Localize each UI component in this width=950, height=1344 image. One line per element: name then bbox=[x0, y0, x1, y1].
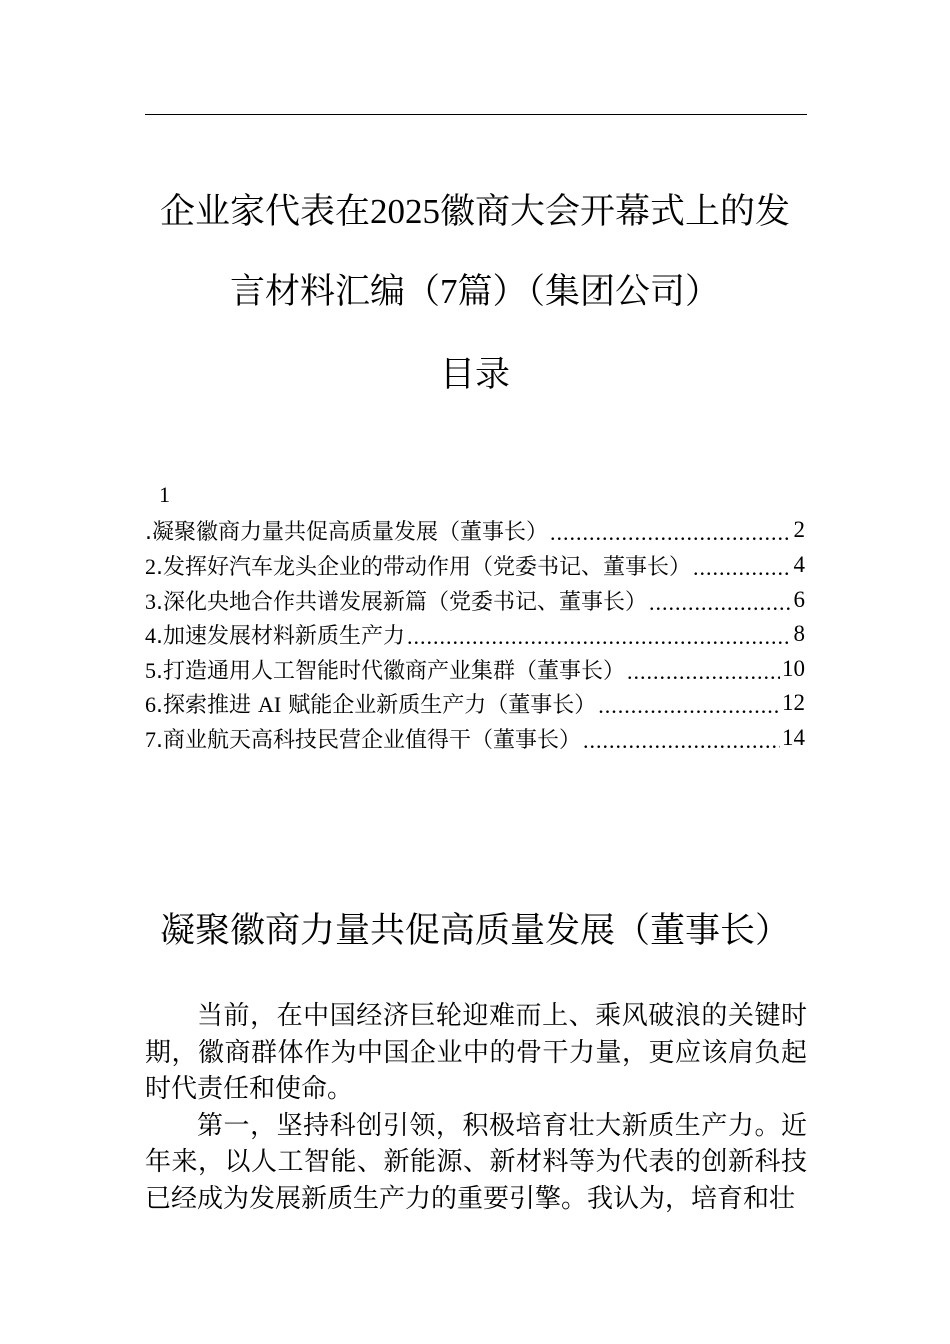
section-body bbox=[145, 998, 807, 1217]
toc-item-text: .加速发展材料新质生产力 bbox=[156, 623, 405, 649]
toc-leader-dots bbox=[627, 659, 780, 685]
section-title: 凝聚徽商力量共促高质量发展（董事长） bbox=[159, 911, 790, 951]
toc-item-text-ai: AI bbox=[258, 691, 282, 717]
toc-page-number: 10 bbox=[782, 656, 805, 681]
toc-item-text: .深化央地合作共谱发展新篇（党委书记、董事长） bbox=[156, 589, 647, 615]
toc-item-2[interactable] bbox=[145, 548, 805, 582]
toc-item-label bbox=[145, 723, 581, 754]
toc-item-number: 4 bbox=[145, 622, 156, 648]
toc-leader-dots bbox=[693, 555, 792, 581]
title-text-b: 徽商大会开幕式上的发 bbox=[440, 192, 791, 232]
toc-page-number: 8 bbox=[793, 621, 805, 646]
title-year: 2025 bbox=[370, 192, 440, 231]
toc-page-number: 14 bbox=[782, 725, 805, 750]
title-count: 7 bbox=[440, 272, 458, 311]
document-title-line2 bbox=[130, 252, 820, 332]
toc-item-text: .打造通用人工智能时代徽商产业集群（董事长） bbox=[156, 658, 625, 684]
document-title bbox=[130, 172, 820, 332]
toc-item-label bbox=[145, 585, 647, 616]
toc-item-3[interactable] bbox=[145, 583, 805, 617]
toc-item-text: .发挥好汽车龙头企业的带动作用（党委书记、董事长） bbox=[156, 554, 691, 580]
toc-item-number: 3 bbox=[145, 588, 156, 614]
toc-item-5[interactable] bbox=[145, 652, 805, 686]
title-text-d: 篇）（集团公司） bbox=[457, 272, 721, 312]
toc-leader-dots bbox=[407, 624, 792, 650]
toc-first-number: 1 bbox=[159, 482, 170, 507]
toc-item-label bbox=[145, 550, 691, 581]
title-text-a: 企业家代表在 bbox=[159, 192, 370, 232]
toc-item-7[interactable] bbox=[145, 721, 805, 755]
paragraph: 当前，在中国经济巨轮迎难而上、乘风破浪的关键时期，徽商群体作为中国企业中的骨干力量，更应该肩负起时代责任和使命。 bbox=[145, 1001, 807, 1104]
toc-item-label bbox=[145, 619, 405, 650]
toc-leader-dots bbox=[550, 520, 792, 546]
toc-item-label bbox=[145, 688, 596, 719]
toc-item-text: .探索推进 bbox=[156, 692, 258, 718]
toc-leader-dots bbox=[598, 693, 780, 719]
toc-leader-dots bbox=[649, 590, 792, 616]
toc-item-text: 赋能企业新质生产力（董事长） bbox=[281, 692, 597, 718]
toc-item-number: 7 bbox=[145, 726, 156, 752]
toc-item-label bbox=[145, 654, 625, 685]
toc-page-number: 4 bbox=[793, 552, 805, 577]
header-rule bbox=[145, 114, 807, 115]
toc-item-number: 6 bbox=[145, 691, 156, 717]
toc-page-number: 12 bbox=[782, 690, 805, 715]
paragraph: 第一，坚持科创引领，积极培育壮大新质生产力。近年来，以人工智能、新能源、新材料等为代表的创新科技已经成为发展新质生产力的重要引擎。我认为，培育和壮 bbox=[145, 1110, 807, 1214]
document-title-line1 bbox=[130, 172, 820, 252]
toc-page-number: 2 bbox=[793, 517, 805, 542]
toc-item-number: 2 bbox=[145, 553, 156, 579]
toc-item-1[interactable] bbox=[145, 513, 805, 547]
toc-item-6[interactable] bbox=[145, 686, 805, 720]
toc-item-text: .商业航天高科技民营企业值得干（董事长） bbox=[156, 727, 581, 753]
toc-heading: 目录 bbox=[439, 355, 510, 395]
toc-page-number: 6 bbox=[793, 587, 805, 612]
toc-item-label: .凝聚徽商力量共促高质量发展（董事长） bbox=[145, 519, 548, 545]
title-text-c: 言材料汇编（ bbox=[229, 272, 440, 312]
toc-leader-dots bbox=[583, 728, 780, 754]
toc-item-number: 5 bbox=[145, 657, 156, 683]
toc-item-4[interactable] bbox=[145, 617, 805, 651]
